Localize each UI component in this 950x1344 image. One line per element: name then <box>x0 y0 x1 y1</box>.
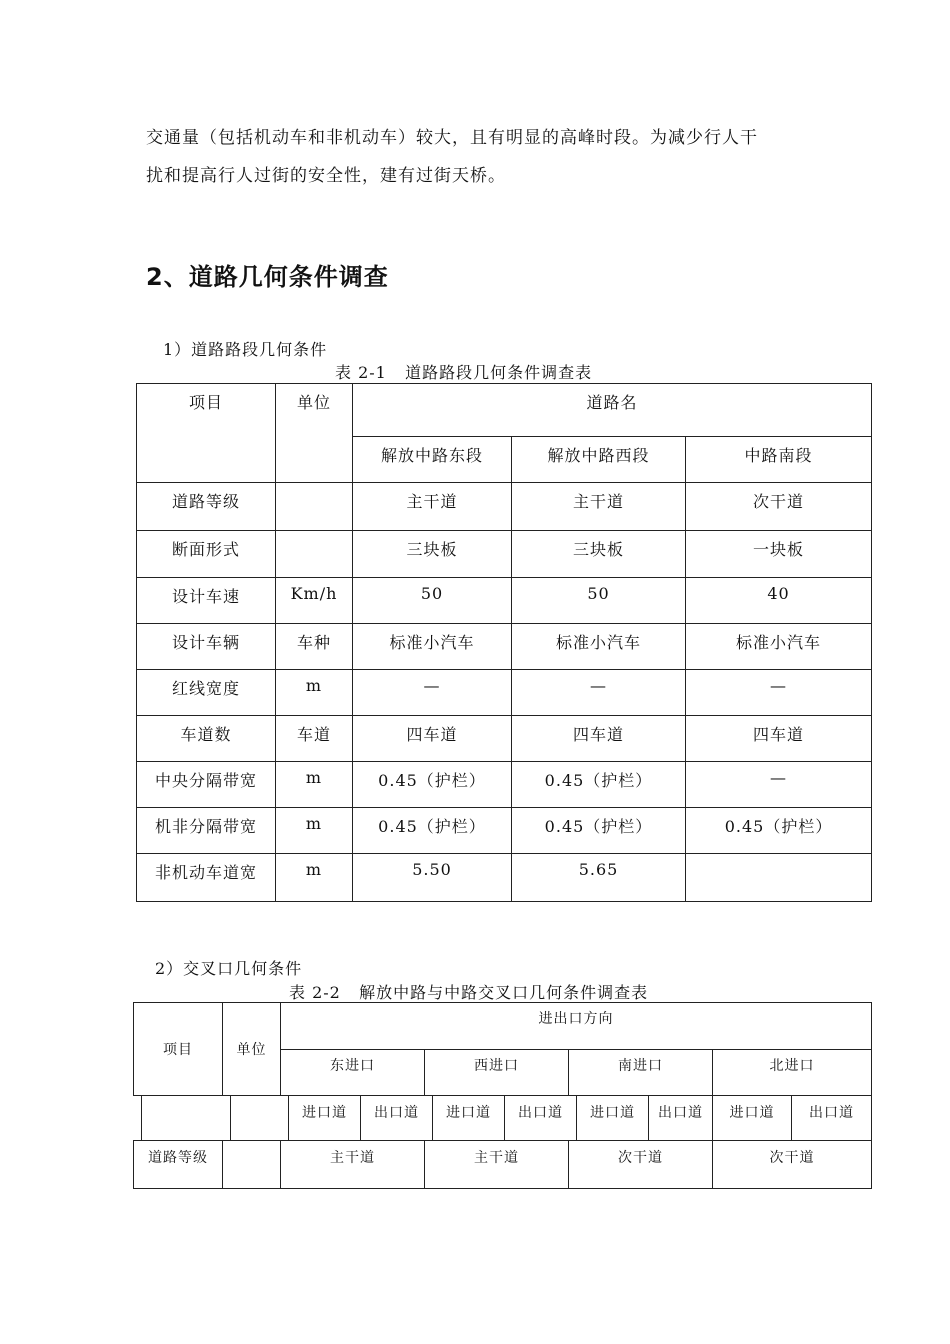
row-value: 40 <box>686 578 872 624</box>
lane-subheader: 进口道 <box>713 1096 792 1141</box>
row-value: 三块板 <box>512 531 686 578</box>
row-value: 标准小汽车 <box>512 624 686 670</box>
row-item: 设计车辆 <box>137 624 276 670</box>
row-value: 一块板 <box>686 531 872 578</box>
row-value: 标准小汽车 <box>353 624 512 670</box>
lane-subheader: 进口道 <box>289 1096 361 1141</box>
row-value: 5.50 <box>353 854 512 902</box>
row-value: 次干道 <box>569 1141 713 1189</box>
approach-east: 东进口 <box>281 1050 425 1096</box>
section-heading: 2、道路几何条件调查 <box>146 263 389 291</box>
row-unit: m <box>276 670 353 716</box>
intro-line-2: 扰和提高行人过街的安全性，建有过街天桥。 <box>146 166 506 186</box>
intro-line-1: 交通量（包括机动车和非机动车）较大，且有明显的高峰时段。为减少行人干 <box>146 128 758 148</box>
approach-south: 南进口 <box>569 1050 713 1096</box>
header-road-name: 道路名 <box>353 384 872 437</box>
table-2-caption: 表 2-2 解放中路与中路交叉口几何条件调查表 <box>289 983 649 1002</box>
intersection-subheader-row <box>141 1095 872 1141</box>
row-unit <box>223 1141 281 1189</box>
row-value: 0.45（护栏） <box>512 808 686 854</box>
row-item: 断面形式 <box>137 531 276 578</box>
row-value: 标准小汽车 <box>686 624 872 670</box>
table-row <box>137 578 872 624</box>
table-row <box>134 1141 872 1189</box>
row-value: 50 <box>512 578 686 624</box>
lane-subheader: 进口道 <box>433 1096 505 1141</box>
row-value: 0.45（护栏） <box>353 808 512 854</box>
row-value: 三块板 <box>353 531 512 578</box>
table-row <box>137 624 872 670</box>
row-value: — <box>512 670 686 716</box>
table-1-caption: 表 2-1 道路路段几何条件调查表 <box>335 363 593 382</box>
row-value: 50 <box>353 578 512 624</box>
row-item: 道路等级 <box>137 483 276 531</box>
row-unit: 车道 <box>276 716 353 762</box>
row-value: — <box>353 670 512 716</box>
row-value: 次干道 <box>713 1141 872 1189</box>
row-value: 0.45（护栏） <box>512 762 686 808</box>
row-value: 四车道 <box>353 716 512 762</box>
row-unit <box>276 531 353 578</box>
intersection-table-top <box>133 1002 872 1096</box>
empty-cell <box>142 1096 231 1141</box>
lane-subheader: 出口道 <box>361 1096 433 1141</box>
lane-subheader: 出口道 <box>649 1096 713 1141</box>
approach-west: 西进口 <box>425 1050 569 1096</box>
row-item: 道路等级 <box>134 1141 223 1189</box>
subsection-1-title: 1）道路路段几何条件 <box>163 340 328 359</box>
row-item: 设计车速 <box>137 578 276 624</box>
row-item: 非机动车道宽 <box>137 854 276 902</box>
row-value: — <box>686 670 872 716</box>
road-name-cell: 解放中路东段 <box>353 437 512 483</box>
lane-subheader: 进口道 <box>577 1096 649 1141</box>
table-row <box>137 670 872 716</box>
row-value: — <box>686 762 872 808</box>
row-value: 主干道 <box>512 483 686 531</box>
road-name-cell: 解放中路西段 <box>512 437 686 483</box>
empty-cell <box>231 1096 289 1141</box>
row-value: 0.45（护栏） <box>686 808 872 854</box>
header-unit: 单位 <box>276 384 353 483</box>
row-value: 主干道 <box>281 1141 425 1189</box>
intersection-data-row <box>133 1140 872 1189</box>
row-unit: m <box>276 762 353 808</box>
row-unit: 车种 <box>276 624 353 670</box>
table-row <box>137 808 872 854</box>
lane-subheader: 出口道 <box>505 1096 577 1141</box>
row-unit: Km/h <box>276 578 353 624</box>
row-unit: m <box>276 854 353 902</box>
row-value: 5.65 <box>512 854 686 902</box>
row-unit <box>276 483 353 531</box>
row-item: 中央分隔带宽 <box>137 762 276 808</box>
header-item: 项目 <box>137 384 276 483</box>
header-direction: 进出口方向 <box>281 1003 872 1050</box>
approach-north: 北进口 <box>713 1050 872 1096</box>
table-row <box>137 716 872 762</box>
row-value: 次干道 <box>686 483 872 531</box>
header-unit: 单位 <box>223 1003 281 1096</box>
row-item: 机非分隔带宽 <box>137 808 276 854</box>
row-value: 0.45（护栏） <box>353 762 512 808</box>
row-item: 车道数 <box>137 716 276 762</box>
road-segment-table <box>136 383 872 902</box>
row-value: 主干道 <box>353 483 512 531</box>
road-name-cell: 中路南段 <box>686 437 872 483</box>
header-item: 项目 <box>134 1003 223 1096</box>
row-unit: m <box>276 808 353 854</box>
row-value <box>686 854 872 902</box>
row-value: 四车道 <box>512 716 686 762</box>
lane-subheader: 出口道 <box>792 1096 872 1141</box>
row-value: 主干道 <box>425 1141 569 1189</box>
row-value: 四车道 <box>686 716 872 762</box>
table-row <box>137 483 872 531</box>
table-row <box>137 531 872 578</box>
table-row <box>137 762 872 808</box>
row-item: 红线宽度 <box>137 670 276 716</box>
table-row <box>137 854 872 902</box>
subsection-2-title: 2）交叉口几何条件 <box>155 959 303 978</box>
